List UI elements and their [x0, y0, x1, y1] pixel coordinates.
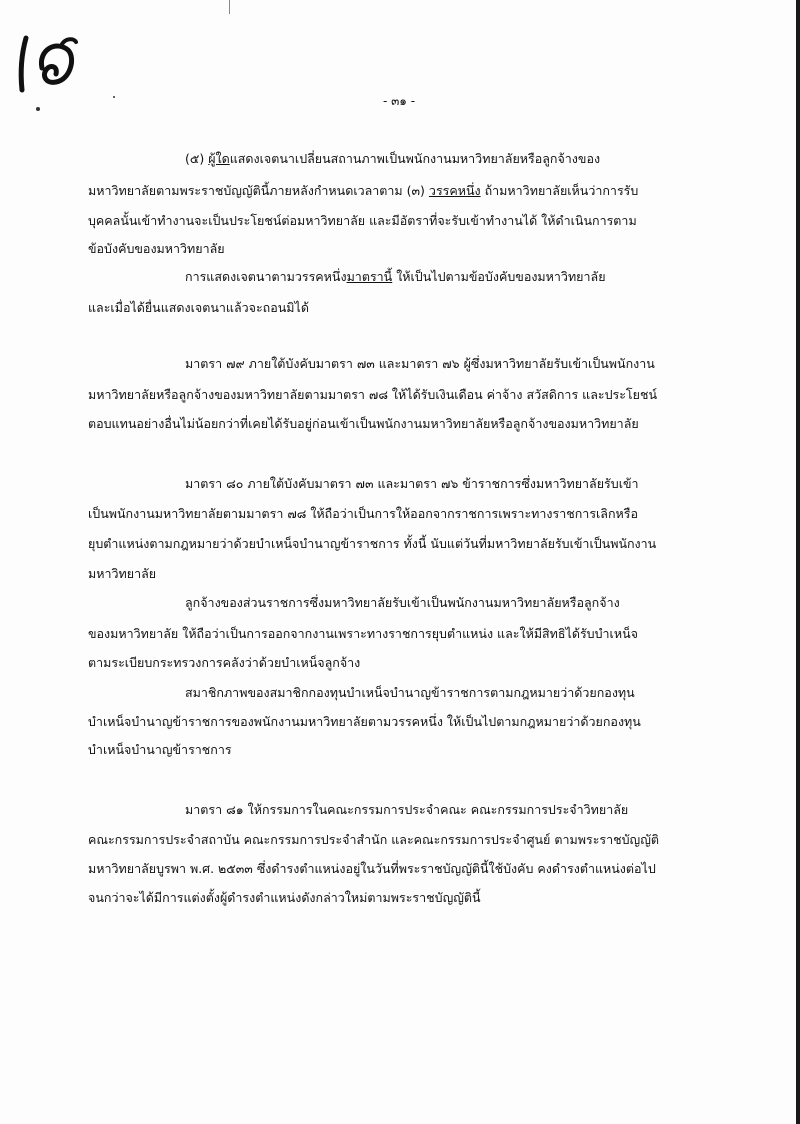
text-line: คณะกรรมการประจำสถาบัน คณะกรรมการประจำสำนัก และคณะกรรมการประจำศูนย์ ตามพระราชบัญญัติ: [88, 832, 659, 847]
scan-speck: [36, 107, 40, 111]
text-line: ตามระเบียบกระทรวงการคลังว่าด้วยบำเหน็จลูกจ้าง: [88, 655, 361, 670]
text-line: ตอบแทนอย่างอื่นไม่น้อยกว่าที่เคยได้รับอยู่ก่อนเข้าเป็นพนักงานมหาวิทยาลัยหรือลูกจ้างของมหาวิทยาลัย: [88, 416, 639, 431]
text-line: มหาวิทยาลัยตามพระราชบัญญัตินี้ภายหลังกำหนดเวลาตาม (๓) วรรคหนึ่ง ถ้ามหาวิทยาลัยเห็นว่าการรับ: [88, 183, 639, 198]
text-line: (๕) ผู้ใดแสดงเจตนาเปลี่ยนสถานภาพเป็นพนักงานมหาวิทยาลัยหรือลูกจ้างของ: [185, 151, 601, 166]
scan-edge: [796, 0, 800, 1124]
text-line: มหาวิทยาลัย: [88, 566, 157, 581]
text-line: บำเหน็จบำนาญข้าราชการ: [88, 742, 232, 757]
text-line: มหาวิทยาลัยหรือลูกจ้างของมหาวิทยาลัยตามมาตรา ๗๘ ให้ได้รับเงินเดือน ค่าจ้าง สวัสดิการ และประโยชน์: [88, 387, 658, 402]
text-line: มหาวิทยาลัยบูรพา พ.ศ. ๒๕๓๓ ซึ่งดำรงตำแหน่งอยู่ในวันที่พระราชบัญญัตินี้ใช้บังคับ คงดำรงตำแหน่งต่อไป: [88, 861, 656, 876]
text-line: และเมื่อได้ยื่นแสดงเจตนาแล้วจะถอนมิได้: [88, 300, 309, 315]
text-line: บำเหน็จบำนาญข้าราชการของพนักงานมหาวิทยาลัยตามวรรคหนึ่ง ให้เป็นไปตามกฎหมายว่าด้วยกองทุน: [88, 714, 641, 729]
scan-tick: [229, 0, 230, 14]
page-number: - ๓๑ -: [382, 94, 416, 108]
text-line: จนกว่าจะได้มีการแต่งตั้งผู้ดำรงตำแหน่งดังกล่าวใหม่ตามพระราชบัญญัตินี้: [88, 890, 481, 905]
text-line: ยุบตำแหน่งตามกฎหมายว่าด้วยบำเหน็จบำนาญข้าราชการ ทั้งนี้ นับแต่วันที่มหาวิทยาลัยรับเข้าเป็นพนักงาน: [88, 536, 657, 551]
scan-speck: [113, 96, 115, 98]
text-line: มาตรา ๘๐ ภายใต้บังคับมาตรา ๗๓ และมาตรา ๗๖ ข้าราชการซึ่งมหาวิทยาลัยรับเข้า: [185, 476, 639, 491]
text-line: ลูกจ้างของส่วนราชการซึ่งมหาวิทยาลัยรับเข้าเป็นพนักงานมหาวิทยาลัยหรือลูกจ้าง: [185, 595, 620, 610]
text-line: มาตรา ๗๙ ภายใต้บังคับมาตรา ๗๓ และมาตรา ๗๖ ผู้ซึ่งมหาวิทยาลัยรับเข้าเป็นพนักงาน: [185, 356, 655, 371]
text-line: มาตรา ๘๑ ให้กรรมการในคณะกรรมการประจำคณะ คณะกรรมการประจำวิทยาลัย: [185, 802, 629, 817]
text-line: การแสดงเจตนาตามวรรคหนึ่งมาตรานี้ ให้เป็นไปตามข้อบังคับของมหาวิทยาลัย: [185, 269, 606, 284]
text-line: สมาชิกภาพของสมาชิกกองทุนบำเหน็จบำนาญข้าราชการตามกฎหมายว่าด้วยกองทุน: [185, 685, 635, 700]
handwritten-page-mark: [12, 30, 82, 100]
text-line: ของมหาวิทยาลัย ให้ถือว่าเป็นการออกจากงานเพราะทางราชการยุบตำแหน่ง และให้มีสิทธิได้รับบำเหน็จ: [88, 626, 638, 641]
text-line: ข้อบังคับของมหาวิทยาลัย: [88, 241, 225, 256]
text-line: เป็นพนักงานมหาวิทยาลัยตามมาตรา ๗๘ ให้ถือว่าเป็นการให้ออกจากราชการเพราะทางราชการเลิกหรือ: [88, 506, 638, 521]
text-line: บุคคลนั้นเข้าทำงานจะเป็นประโยชน์ต่อมหาวิทยาลัย และมีอัตราที่จะรับเข้าทำงานได้ ให้ดำเนินการตาม: [88, 213, 637, 228]
